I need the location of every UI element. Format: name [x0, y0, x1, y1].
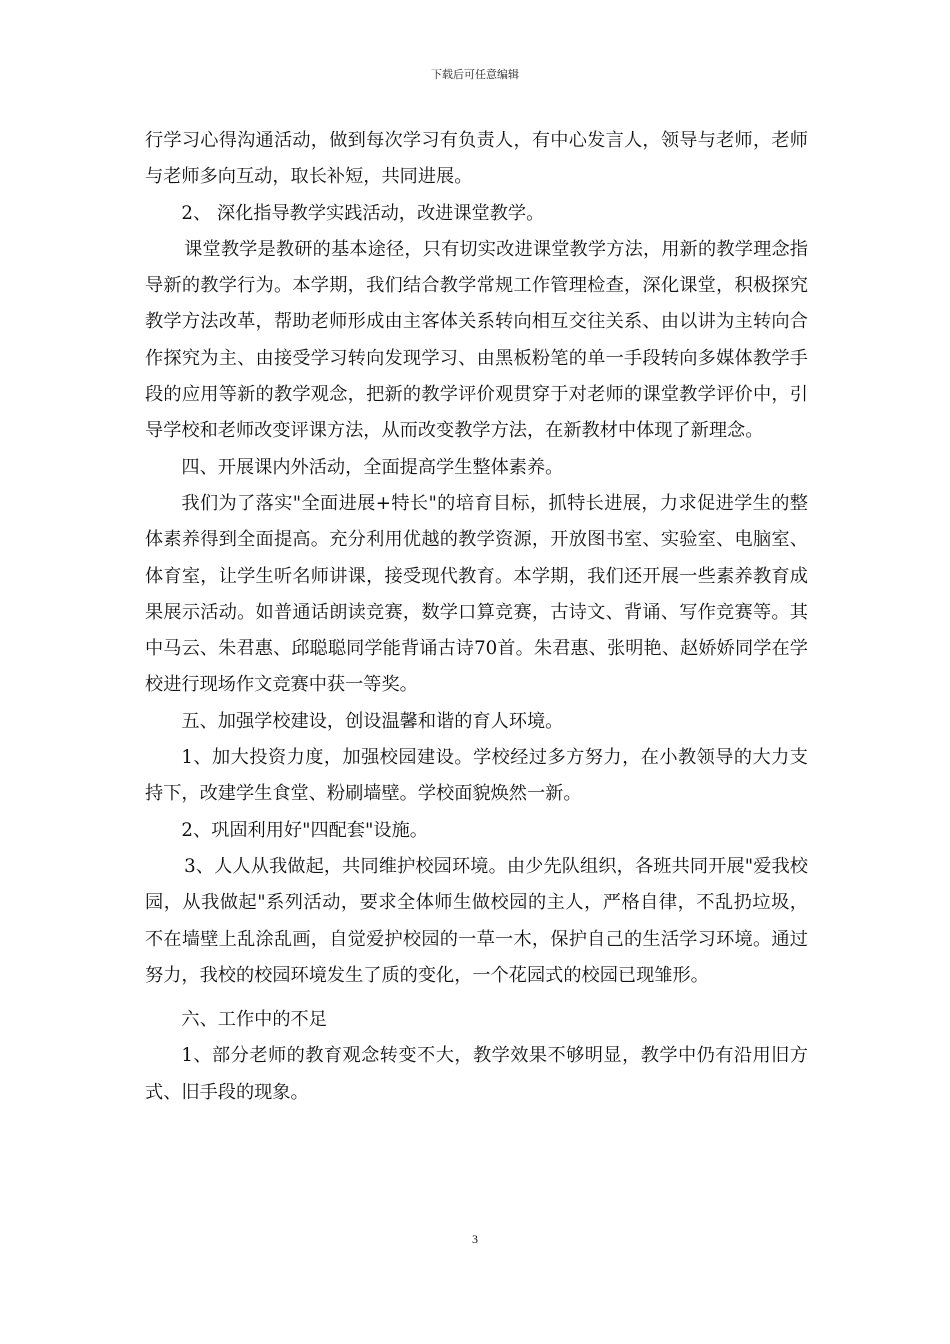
page-header: 下载后可任意编辑	[431, 68, 519, 81]
paragraph-classroom-teaching: 课堂教学是教研的基本途径，只有切实改进课堂教学方法，用新的教学理念指导新的教学行为。本学期，我们结合教学常规工作管理检查，深化课堂，积极探究教学方法改革，帮助老师形成由主客体关系转向相互交往关系、由以讲为主转向合作探究为主、由接受学习转向发现学习、由黑板粉笔的单一手段转向多媒体教学手段的应用等新的教学观念，把新的教学评价观贯穿于对老师的课堂教学评价中，引导学校和老师改变评课方法，从而改变教学方法，在新教材中体现了新理念。	[145, 238, 808, 442]
heading-section-six: 六、工作中的不足	[181, 1009, 327, 1031]
paragraph-campus-environment: 3、人人从我做起，共同维护校园环境。由少先队组织，各班共同开展"爱我校园，从我做起"系列活动，要求全体师生做校园的主人，严格自律，不乱扔垃圾，不在墙壁上乱涂乱画，自觉爱护校园的一草一木，保护自己的生活学习环境。通过努力，我校的校园环境发生了质的变化，一个花园式的校园已现雏形。	[145, 855, 808, 986]
paragraph-four-facilities: 2、巩固利用好"四配套"设施。	[181, 819, 428, 841]
paragraph-shortcomings: 1、部分老师的教育观念转变不大，教学效果不够明显，教学中仍有沿用旧方式、旧手段的现象。	[145, 1045, 808, 1103]
subheading-deepen-guidance: 2、 深化指导教学实践活动，改进课堂教学。	[181, 202, 545, 224]
document-body	[145, 123, 808, 1111]
heading-section-four: 四、开展课内外活动，全面提高学生整体素养。	[181, 456, 564, 478]
paragraph-investment: 1、加大投资力度，加强校园建设。学校经过多方努力，在小教领导的大力支持下，改建学生食堂、粉刷墙壁。学校面貌焕然一新。	[145, 747, 808, 805]
page-number: 3	[472, 1232, 478, 1246]
paragraph-continuation: 行学习心得沟通活动，做到每次学习有负责人，有中心发言人，领导与老师，老师与老师多向互动，取长补短，共同进展。	[145, 130, 808, 188]
heading-section-five: 五、加强学校建设，创设温馨和谐的育人环境。	[181, 710, 564, 732]
paragraph-student-quality: 我们为了落实"全面进展+特长"的培育目标，抓特长进展，力求促进学生的整体素养得到全面提高。充分利用优越的教学资源，开放图书室、实验室、电脑室、体育室，让学生听名师讲课，接受现代教育。本学期，我们还开展一些素养教育成果展示活动。如普通话朗读竞赛，数学口算竞赛，古诗文、背诵、写作竞赛等。其中马云、朱君惠、邱聪聪同学能背诵古诗70首。朱君惠、张明艳、赵娇娇同学在学校进行现场作文竞赛中获一等奖。	[145, 492, 808, 696]
